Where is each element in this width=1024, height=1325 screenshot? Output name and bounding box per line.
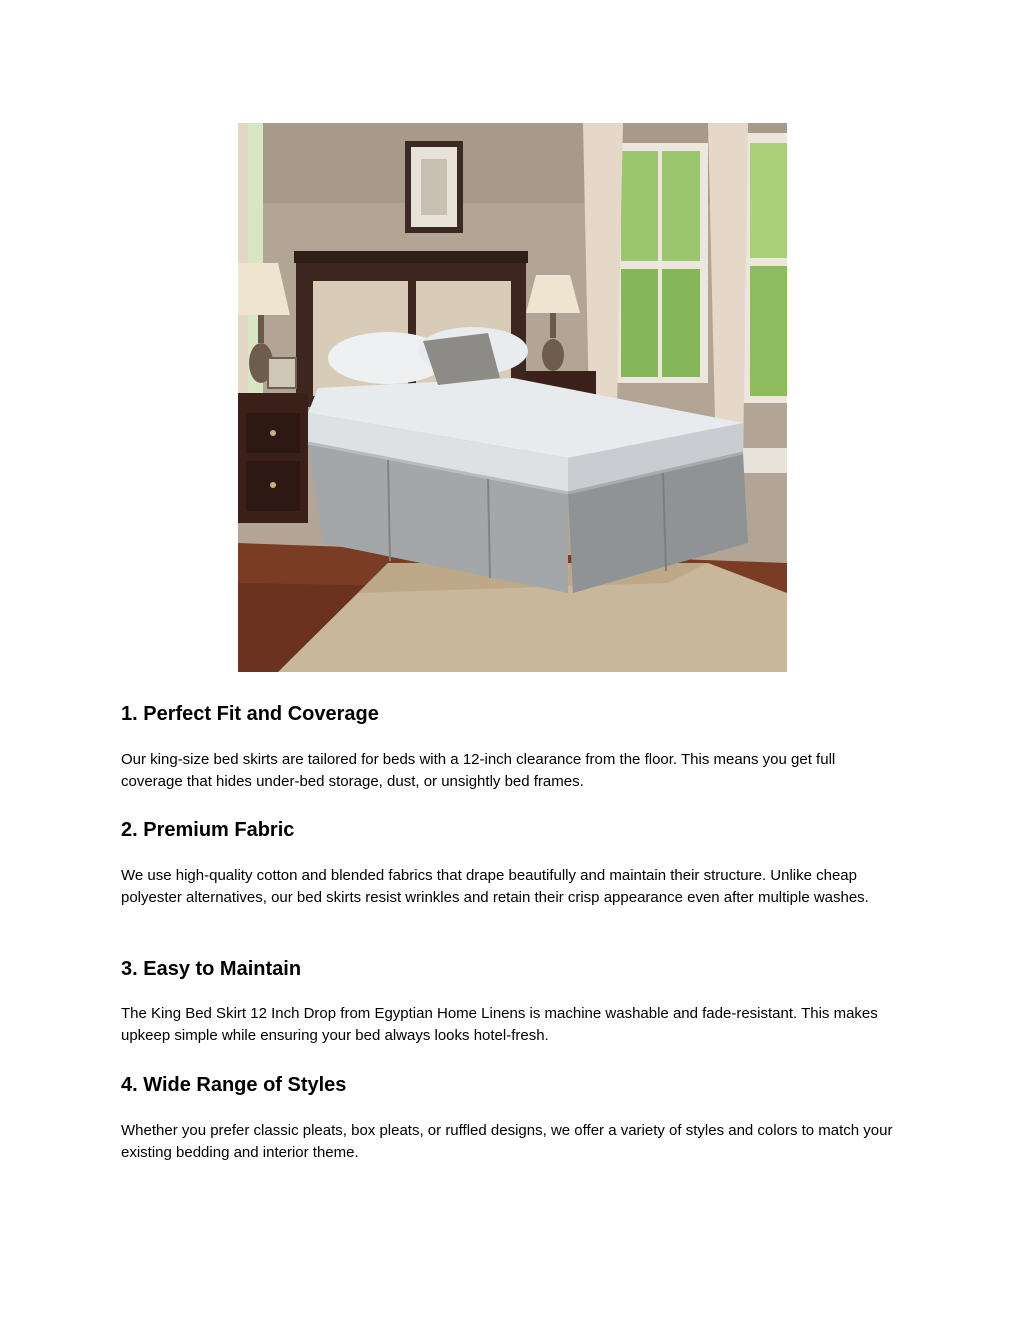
section-body: Whether you prefer classic pleats, box pleats, or ruffled designs, we offer a variety of styles and colors to match your existing bedding and interior theme. <box>121 1122 893 1161</box>
section-body: Our king-size bed skirts are tailored for beds with a 12-inch clearance from the floor. This means you get full coverage that hides under-bed storage, dust, or unsightly bed frames. <box>121 751 836 790</box>
section-heading: 1. Perfect Fit and Coverage <box>121 703 379 725</box>
bedroom-photo <box>238 123 787 672</box>
section-heading: 3. Easy to Maintain <box>121 958 302 980</box>
section-body: The King Bed Skirt 12 Inch Drop from Egyptian Home Linens is machine washable and fade-resistant. This makes upkeep simple while ensuring your bed always looks hotel-fresh. <box>121 1005 878 1044</box>
section-body: We use high-quality cotton and blended fabrics that drape beautifully and maintain their structure. Unlike cheap polyester alternatives, our bed skirts resist wrinkles and retain their crisp appearance even after multiple washes. <box>121 867 869 906</box>
section-heading: 2. Premium Fabric <box>121 819 295 841</box>
section-heading: 4. Wide Range of Styles <box>121 1074 347 1096</box>
